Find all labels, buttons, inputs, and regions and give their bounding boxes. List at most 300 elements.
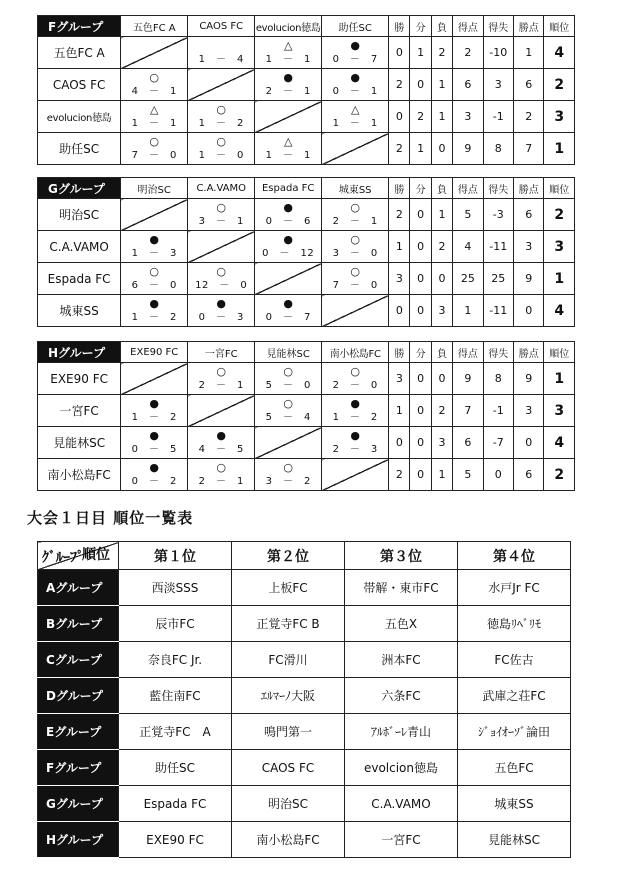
match-result xyxy=(255,363,322,395)
match-result xyxy=(121,133,188,165)
match-score: 1 － 2 xyxy=(131,312,177,323)
match-score: 2 － 1 xyxy=(198,476,244,487)
self-match-cell xyxy=(121,199,188,231)
match-score: 1 － 0 xyxy=(198,150,244,161)
team-name: EXE90 FC xyxy=(38,363,121,395)
wins: 2 xyxy=(389,69,410,101)
match-score: 2 － 3 xyxy=(332,444,378,455)
match-result xyxy=(188,133,255,165)
rank-header: 第４位 xyxy=(458,542,571,570)
goal-difference: 3 xyxy=(483,69,513,101)
losses: 0 xyxy=(431,133,452,165)
group-label: Eグループ xyxy=(38,714,119,750)
result-mark: ● xyxy=(350,397,360,410)
stat-header: 勝点 xyxy=(514,342,544,363)
wins: 0 xyxy=(389,427,410,459)
table-row xyxy=(38,606,571,642)
table-header-row xyxy=(38,178,575,199)
losses: 2 xyxy=(431,37,452,69)
match-result xyxy=(121,459,188,491)
points: 9 xyxy=(514,363,544,395)
group-label: Gグループ xyxy=(38,786,119,822)
team-cell: evolcion徳島 xyxy=(345,750,458,786)
match-score: 1 － 1 xyxy=(265,54,311,65)
match-score: 3 － 2 xyxy=(265,476,311,487)
match-result xyxy=(322,231,389,263)
draws: 0 xyxy=(410,199,431,231)
rank: 1 xyxy=(544,133,575,165)
match-score: 0 － 6 xyxy=(265,216,311,227)
group-name: Hグループ xyxy=(38,342,121,363)
match-score: 0 － 5 xyxy=(131,444,177,455)
result-mark: ○ xyxy=(350,233,360,246)
table-row xyxy=(38,101,575,133)
match-score: 0 － 12 xyxy=(262,248,315,259)
team-cell: 藍住南FC xyxy=(119,678,232,714)
self-match-cell xyxy=(255,263,322,295)
points: 6 xyxy=(514,199,544,231)
table-row xyxy=(38,822,571,858)
team-name: 城東SS xyxy=(38,295,121,327)
match-score: 1 － 1 xyxy=(131,118,177,129)
team-cell: 南小松島FC xyxy=(232,822,345,858)
goals-for: 9 xyxy=(453,133,483,165)
team-name: 五色FC A xyxy=(38,37,121,69)
draws: 0 xyxy=(410,459,431,491)
match-result xyxy=(188,459,255,491)
goals-for: 6 xyxy=(453,427,483,459)
rank-header: 第２位 xyxy=(232,542,345,570)
match-result xyxy=(121,263,188,295)
goal-difference: -10 xyxy=(483,37,513,69)
points: 7 xyxy=(514,133,544,165)
goals-for: 1 xyxy=(453,295,483,327)
points: 3 xyxy=(514,231,544,263)
rank: 3 xyxy=(544,101,575,133)
team-name: Espada FC xyxy=(38,263,121,295)
stat-header: 得点 xyxy=(453,16,483,37)
wins: 2 xyxy=(389,133,410,165)
match-score: 7 － 0 xyxy=(131,150,177,161)
match-score: 0 － 2 xyxy=(131,476,177,487)
draws: 1 xyxy=(410,133,431,165)
match-result xyxy=(322,37,389,69)
team-cell: C.A.VAMO xyxy=(345,786,458,822)
league-table-f xyxy=(37,15,575,165)
match-score: 2 － 1 xyxy=(198,380,244,391)
stat-header: 得失 xyxy=(483,342,513,363)
stat-header: 勝点 xyxy=(514,16,544,37)
stat-header: 得点 xyxy=(453,342,483,363)
opponent-header: 明治SC xyxy=(121,178,188,199)
result-mark: ● xyxy=(350,39,360,52)
goals-for: 3 xyxy=(453,101,483,133)
match-score: 5 － 4 xyxy=(265,412,311,423)
group-label: Dグループ xyxy=(38,678,119,714)
team-cell: 助任SC xyxy=(119,750,232,786)
team-cell: 帯解・東市FC xyxy=(345,570,458,606)
losses: 1 xyxy=(431,199,452,231)
match-result xyxy=(121,101,188,133)
points: 6 xyxy=(514,459,544,491)
goal-difference: -1 xyxy=(483,101,513,133)
corner-group-label: ｸﾞﾙｰﾌﾟ xyxy=(42,550,84,566)
result-mark: ○ xyxy=(149,265,160,278)
league-table-g xyxy=(37,177,575,327)
draws: 0 xyxy=(410,69,431,101)
match-result xyxy=(121,295,188,327)
rank: 3 xyxy=(544,395,575,427)
table-row xyxy=(38,395,575,427)
self-match-cell xyxy=(188,69,255,101)
opponent-header: 五色FC A xyxy=(121,16,188,37)
result-mark: ○ xyxy=(350,265,360,278)
result-mark: ○ xyxy=(216,365,227,378)
team-cell: 見能林SC xyxy=(458,822,571,858)
match-score: 0 － 7 xyxy=(332,54,378,65)
wins: 0 xyxy=(389,37,410,69)
ranking-summary-table xyxy=(37,541,571,858)
points: 0 xyxy=(514,427,544,459)
result-mark: ○ xyxy=(216,265,227,278)
result-mark: △ xyxy=(283,39,293,52)
result-mark: ● xyxy=(149,461,160,474)
table-row xyxy=(38,37,575,69)
draws: 2 xyxy=(410,101,431,133)
table-row xyxy=(38,133,575,165)
team-cell: 五色X xyxy=(345,606,458,642)
match-score: 1 － 2 xyxy=(198,118,244,129)
goal-difference: -1 xyxy=(483,395,513,427)
team-cell: FC佐古 xyxy=(458,642,571,678)
table-row xyxy=(38,295,575,327)
match-score: 5 － 0 xyxy=(265,380,311,391)
team-cell: 一宮FC xyxy=(345,822,458,858)
stat-header: 負 xyxy=(431,342,452,363)
corner-rank-label: 順位 xyxy=(82,547,110,563)
goals-for: 7 xyxy=(453,395,483,427)
match-result xyxy=(121,395,188,427)
self-match-cell xyxy=(188,231,255,263)
wins: 3 xyxy=(389,363,410,395)
points: 3 xyxy=(514,395,544,427)
table-row xyxy=(38,750,571,786)
team-cell: 武庫之荘FC xyxy=(458,678,571,714)
team-name: 助任SC xyxy=(38,133,121,165)
match-score: 0 － 7 xyxy=(265,312,311,323)
opponent-header: Espada FC xyxy=(255,178,322,199)
self-match-cell xyxy=(255,427,322,459)
match-result xyxy=(121,231,188,263)
match-result xyxy=(322,427,389,459)
group-label: Bグループ xyxy=(38,606,119,642)
match-result xyxy=(121,69,188,101)
draws: 1 xyxy=(410,37,431,69)
opponent-header: C.A.VAMO xyxy=(188,178,255,199)
match-result xyxy=(255,295,322,327)
table-row xyxy=(38,570,571,606)
match-result xyxy=(255,37,322,69)
result-mark: ● xyxy=(350,429,360,442)
summary-title: 大会１日目 順位一覧表 xyxy=(27,509,194,527)
team-cell: 五色FC xyxy=(458,750,571,786)
table-header-row xyxy=(38,342,575,363)
team-cell: 六条FC xyxy=(345,678,458,714)
wins: 3 xyxy=(389,263,410,295)
match-result xyxy=(255,133,322,165)
opponent-header: 見能林SC xyxy=(255,342,322,363)
table-row xyxy=(38,678,571,714)
result-mark: △ xyxy=(149,103,159,116)
table-row xyxy=(38,786,571,822)
rank: 2 xyxy=(544,69,575,101)
goal-difference: -11 xyxy=(483,295,513,327)
self-match-cell xyxy=(255,101,322,133)
match-result xyxy=(188,199,255,231)
self-match-cell xyxy=(322,295,389,327)
team-cell: 洲本FC xyxy=(345,642,458,678)
match-result xyxy=(255,231,322,263)
opponent-header: 城東SS xyxy=(322,178,389,199)
team-cell: 鳴門第一 xyxy=(232,714,345,750)
losses: 3 xyxy=(431,427,452,459)
team-name: 南小松島FC xyxy=(38,459,121,491)
losses: 0 xyxy=(431,263,452,295)
result-mark: ○ xyxy=(216,201,227,214)
match-score: 1 － 3 xyxy=(131,248,177,259)
table-row xyxy=(38,459,575,491)
goal-difference: -11 xyxy=(483,231,513,263)
stat-header: 勝 xyxy=(389,16,410,37)
match-score: 1 － 2 xyxy=(131,412,177,423)
match-result xyxy=(188,427,255,459)
team-name: 一宮FC xyxy=(38,395,121,427)
match-score: 1 － 2 xyxy=(332,412,378,423)
stat-header: 負 xyxy=(431,16,452,37)
match-result xyxy=(255,69,322,101)
team-name: C.A.VAMO xyxy=(38,231,121,263)
result-mark: ● xyxy=(283,233,293,246)
match-result xyxy=(188,263,255,295)
table-row xyxy=(38,199,575,231)
match-score: 0 － 3 xyxy=(198,312,244,323)
table-row xyxy=(38,69,575,101)
goals-for: 4 xyxy=(453,231,483,263)
match-score: 12 － 0 xyxy=(195,280,248,291)
result-mark: ○ xyxy=(216,103,227,116)
goal-difference: 8 xyxy=(483,363,513,395)
table-header-row xyxy=(38,542,571,570)
match-score: 4 － 1 xyxy=(131,86,177,97)
rank: 4 xyxy=(544,295,575,327)
self-match-cell xyxy=(188,395,255,427)
goals-for: 9 xyxy=(453,363,483,395)
team-cell: FC滑川 xyxy=(232,642,345,678)
group-label: Aグループ xyxy=(38,570,119,606)
losses: 1 xyxy=(431,101,452,133)
opponent-header: evolucion徳島 xyxy=(255,16,322,37)
losses: 2 xyxy=(431,231,452,263)
rank: 2 xyxy=(544,459,575,491)
goal-difference: -7 xyxy=(483,427,513,459)
wins: 2 xyxy=(389,199,410,231)
team-cell: ｱﾙﾎﾞｰﾚ青山 xyxy=(345,714,458,750)
match-result xyxy=(322,263,389,295)
group-label: Hグループ xyxy=(38,822,119,858)
team-cell: EXE90 FC xyxy=(119,822,232,858)
stat-header: 分 xyxy=(410,16,431,37)
result-mark: ● xyxy=(283,71,293,84)
goal-difference: -3 xyxy=(483,199,513,231)
goal-difference: 0 xyxy=(483,459,513,491)
team-cell: 城東SS xyxy=(458,786,571,822)
goals-for: 2 xyxy=(453,37,483,69)
match-score: 1 － 1 xyxy=(265,150,311,161)
goals-for: 5 xyxy=(453,199,483,231)
match-score: 2 － 1 xyxy=(265,86,311,97)
match-result xyxy=(255,459,322,491)
match-result xyxy=(188,101,255,133)
match-score: 2 － 1 xyxy=(332,216,378,227)
result-mark: △ xyxy=(283,135,293,148)
team-cell: 徳島ﾘﾍﾞﾘﾓ xyxy=(458,606,571,642)
self-match-cell xyxy=(121,363,188,395)
match-result xyxy=(322,199,389,231)
draws: 0 xyxy=(410,263,431,295)
rank: 1 xyxy=(544,263,575,295)
losses: 3 xyxy=(431,295,452,327)
stat-header: 順位 xyxy=(544,16,575,37)
result-mark: ● xyxy=(216,429,227,442)
rank-header: 第１位 xyxy=(119,542,232,570)
match-score: 6 － 0 xyxy=(131,280,177,291)
rank-header: 第３位 xyxy=(345,542,458,570)
result-mark: ○ xyxy=(216,135,227,148)
losses: 0 xyxy=(431,363,452,395)
points: 0 xyxy=(514,295,544,327)
goal-difference: 8 xyxy=(483,133,513,165)
table-header-row xyxy=(38,16,575,37)
losses: 1 xyxy=(431,69,452,101)
table-row xyxy=(38,714,571,750)
match-score: 3 － 0 xyxy=(332,248,378,259)
team-name: evolucion徳島 xyxy=(38,101,121,133)
goals-for: 5 xyxy=(453,459,483,491)
stat-header: 分 xyxy=(410,342,431,363)
match-result xyxy=(322,363,389,395)
draws: 0 xyxy=(410,295,431,327)
rank: 1 xyxy=(544,363,575,395)
team-cell: 水戸Jr FC xyxy=(458,570,571,606)
table-row xyxy=(38,427,575,459)
self-match-cell xyxy=(322,133,389,165)
league-table-h xyxy=(37,341,575,491)
match-result xyxy=(188,295,255,327)
wins: 1 xyxy=(389,231,410,263)
match-result xyxy=(322,69,389,101)
team-cell: 辰市FC xyxy=(119,606,232,642)
goals-for: 25 xyxy=(453,263,483,295)
team-cell: 明治SC xyxy=(232,786,345,822)
result-mark: △ xyxy=(350,103,360,116)
result-mark: ○ xyxy=(149,71,160,84)
result-mark: ○ xyxy=(216,461,227,474)
match-score: 4 － 5 xyxy=(198,444,244,455)
team-name: CAOS FC xyxy=(38,69,121,101)
losses: 2 xyxy=(431,395,452,427)
losses: 1 xyxy=(431,459,452,491)
stat-header: 勝 xyxy=(389,342,410,363)
team-cell: ｼﾞｮｲｵｰｿﾞ論田 xyxy=(458,714,571,750)
result-mark: ○ xyxy=(149,135,160,148)
opponent-header: 助任SC xyxy=(322,16,389,37)
team-name: 明治SC xyxy=(38,199,121,231)
stat-header: 勝点 xyxy=(514,178,544,199)
goals-for: 6 xyxy=(453,69,483,101)
draws: 0 xyxy=(410,395,431,427)
self-match-cell xyxy=(322,459,389,491)
points: 1 xyxy=(514,37,544,69)
wins: 1 xyxy=(389,395,410,427)
result-mark: ○ xyxy=(283,397,293,410)
draws: 0 xyxy=(410,363,431,395)
match-score: 1 － 4 xyxy=(198,54,244,65)
points: 6 xyxy=(514,69,544,101)
points: 9 xyxy=(514,263,544,295)
group-name: Fグループ xyxy=(38,16,121,37)
match-score: 0 － 1 xyxy=(332,86,378,97)
team-cell: CAOS FC xyxy=(232,750,345,786)
stat-header: 得点 xyxy=(453,178,483,199)
corner-header xyxy=(38,542,119,570)
match-result xyxy=(188,37,255,69)
result-mark: ● xyxy=(149,233,160,246)
result-mark: ○ xyxy=(350,201,360,214)
match-result xyxy=(255,199,322,231)
table-row xyxy=(38,263,575,295)
wins: 0 xyxy=(389,101,410,133)
rank: 4 xyxy=(544,37,575,69)
group-name: Gグループ xyxy=(38,178,121,199)
match-score: 2 － 0 xyxy=(332,380,378,391)
match-result xyxy=(322,101,389,133)
result-mark: ● xyxy=(149,429,160,442)
team-cell: 上板FC xyxy=(232,570,345,606)
match-score: 3 － 1 xyxy=(198,216,244,227)
opponent-header: 一宮FC xyxy=(188,342,255,363)
team-cell: 正覚寺FC B xyxy=(232,606,345,642)
team-cell: ｴﾙﾏｰﾉ大阪 xyxy=(232,678,345,714)
stat-header: 勝 xyxy=(389,178,410,199)
match-score: 7 － 0 xyxy=(332,280,378,291)
group-label: Cグループ xyxy=(38,642,119,678)
stat-header: 負 xyxy=(431,178,452,199)
match-result xyxy=(322,395,389,427)
stat-header: 順位 xyxy=(544,178,575,199)
team-name: 見能林SC xyxy=(38,427,121,459)
draws: 0 xyxy=(410,231,431,263)
stat-header: 順位 xyxy=(544,342,575,363)
team-cell: 正覚寺FC A xyxy=(119,714,232,750)
rank: 2 xyxy=(544,199,575,231)
match-result xyxy=(121,427,188,459)
rank: 3 xyxy=(544,231,575,263)
match-result xyxy=(188,363,255,395)
self-match-cell xyxy=(121,37,188,69)
table-row xyxy=(38,363,575,395)
table-row xyxy=(38,642,571,678)
result-mark: ● xyxy=(283,201,293,214)
